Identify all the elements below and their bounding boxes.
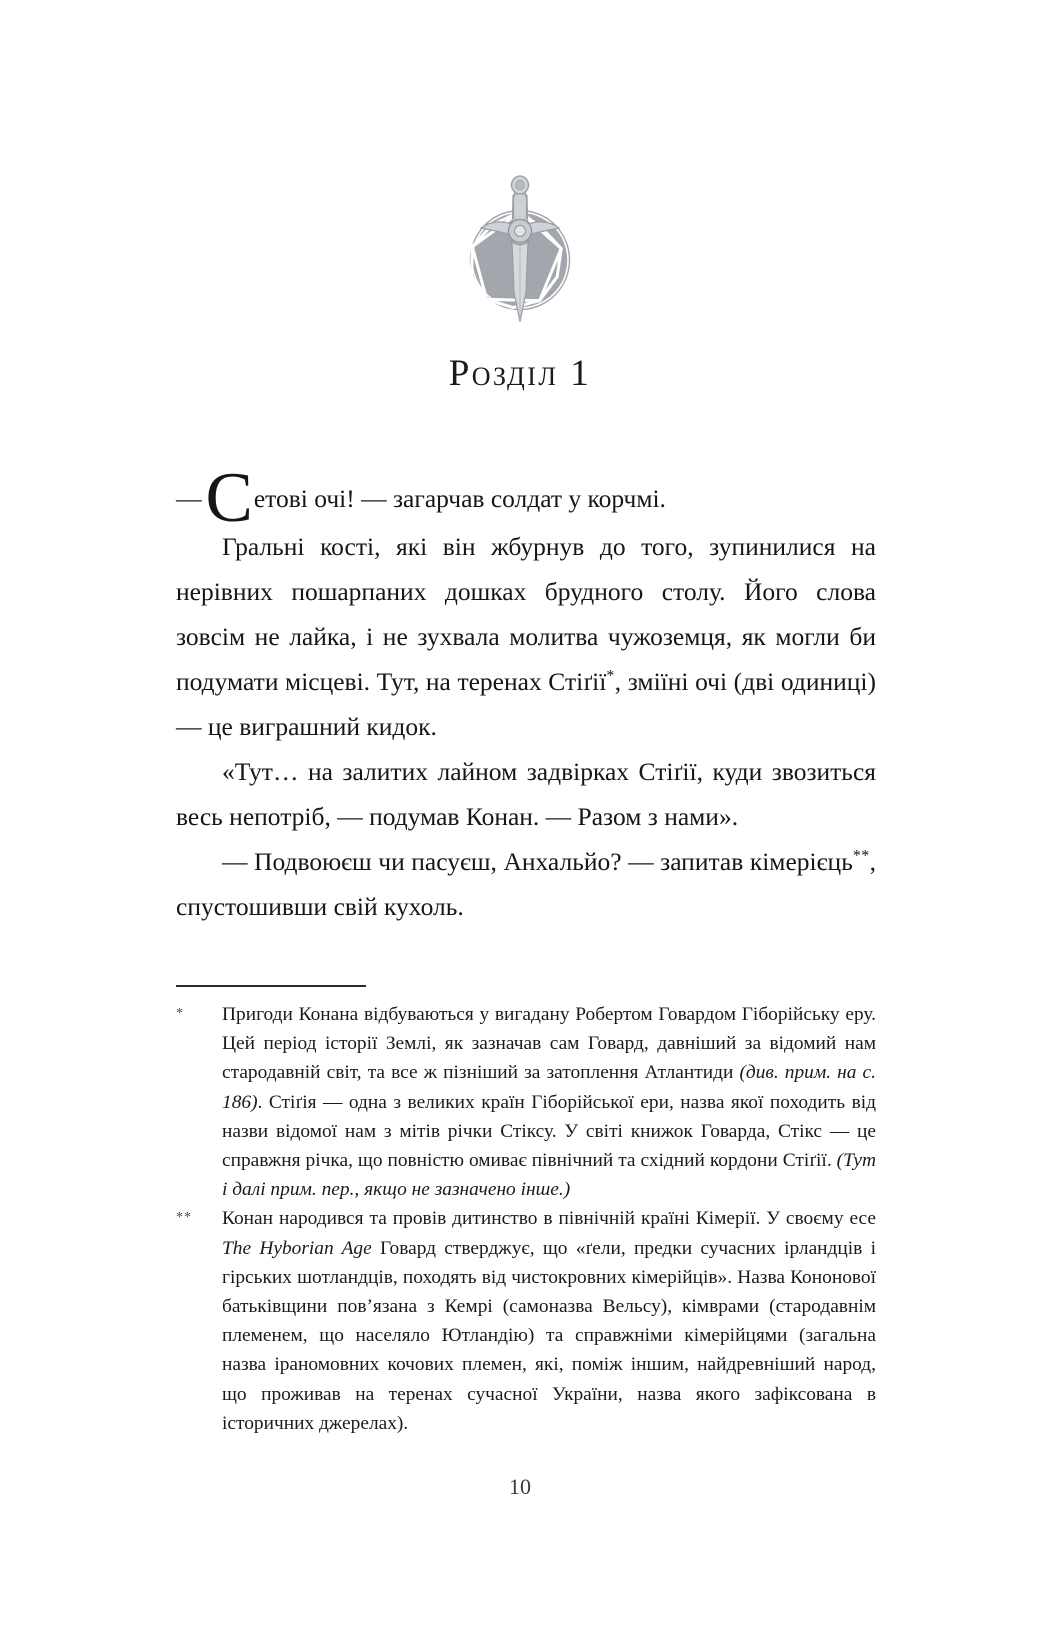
dagger-over-star-circle-icon: [445, 172, 595, 332]
paragraph-question-text: — Подвоюєш чи пасуєш, Анхальйо? — запитав кімерієць: [222, 846, 853, 876]
footnote-2-part1: Конан народився та провів дитинство в північній країні Кімерії. У своєму есе: [222, 1208, 876, 1230]
paragraph-thought: «Тут… на залитих лайном задвірках Стіґії, куди звозиться весь непотріб, — подумав Конан. — Разом з нами».: [176, 756, 876, 831]
footnote-item-2: [176, 1204, 876, 1438]
footnote-marker-2: **: [176, 1210, 192, 1226]
footnotes-section: [176, 985, 876, 1438]
footnote-2-italic1: The Hyborian Age: [222, 1237, 372, 1259]
footnote-2-part2: Говард стверджує, що «ґели, предки сучасних ірландців і гірських шотландців, походять від чистокровних кімерійців». Назва Кононової батьківщини пов’язана з Кемрі (самоназва Вельсу), кімврами (стародавнім племенем, що населяло Ютландію) та справжніми кімерійцями (загальна назва іраномовних кочових племен, які, поміж іншим, найдревніший народ, що проживав на теренах сучасної України, назва якого зафіксована в історичних джерелах).: [222, 1237, 876, 1434]
footnote-separator-rule: [176, 985, 366, 987]
drop-cap: С: [205, 459, 253, 537]
footnote-item-1: [176, 1000, 876, 1204]
footnote-1-italic2: (Тут і далі прим. пер., якщо не зазначено інше.): [222, 1150, 876, 1201]
footnote-1-part2: . Стіґія — одна з великих країн Гіборійської ери, назва якої походить від назви відомої нам з мітів річки Стіксу. У світі книжок Говарда, Стікс — це справжня річка, що повністю омиває північний та східний кордони Стіґії.: [222, 1091, 876, 1172]
footnote-1-italic1: (див. прим. на с. 186): [222, 1062, 876, 1113]
paragraph-question: [176, 839, 876, 929]
footnote-text-1: [222, 1000, 876, 1204]
page-number: 10: [509, 1474, 531, 1499]
footnote-ref-1[interactable]: *: [606, 667, 615, 685]
paragraph-dice: [176, 524, 876, 749]
paragraph-dice-text: Гральні кості, які він жбурнув до того, зупинилися на нерівних пошарпаних дошках брудного столу. Його слова зовсім не лайка, і не зухвала молитва чужоземця, як могли би подумати місцеві. Тут, на теренах Стіґії: [176, 531, 876, 696]
em-dash: —: [176, 484, 202, 513]
paragraph-opening: [176, 459, 876, 537]
opening-line-text: етові очі! — загарчав солдат у корчмі.: [253, 484, 666, 513]
paragraph-dice-tail: , зміїні очі (дві одиниці) — це виграшний кидок.: [176, 666, 876, 741]
paragraph-question-tail: , спустошивши свій кухоль.: [176, 846, 876, 921]
footnote-text-2: [222, 1204, 876, 1438]
chapter-title: Розділ 1: [448, 353, 592, 394]
footnote-1-part1: Пригоди Конана відбуваються у вигадану Робертом Говардом Гіборійську еру. Цей період історії Землі, як зазначав сам Говард, давніший за відомий нам стародавній світ, та все ж пізніший за затоплення Атлантиди: [222, 1004, 876, 1084]
footnote-marker-1: *: [176, 1006, 184, 1021]
footnote-ref-2[interactable]: **: [852, 847, 870, 865]
chapter-ornament: [0, 172, 1040, 332]
body-text-column: [176, 459, 876, 929]
